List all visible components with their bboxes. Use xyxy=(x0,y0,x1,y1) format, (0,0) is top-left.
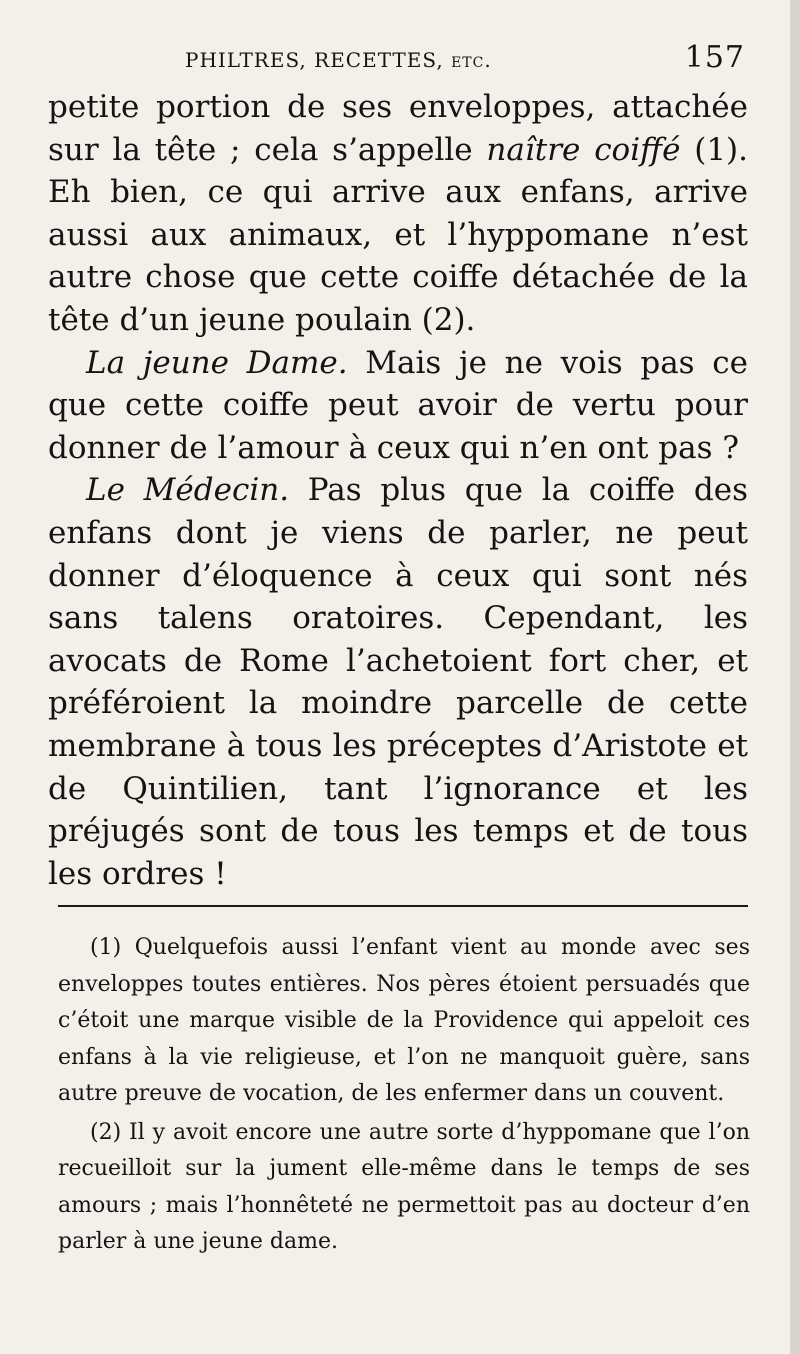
page-header xyxy=(185,40,745,84)
main-text xyxy=(48,86,748,895)
footnote-1: (1) Quelquefois aussi l’enfant vient au monde avec ses enveloppes toutes entières. Nos pères étoient persuadés que c’étoit une marque visible de la Providence qui appeloit ces enfans à la vie religieuse, et l’on ne manquoit guère, sans autre preuve de vocation, de les enfermer dans un couvent. xyxy=(58,935,750,1106)
footnote-2: (2) Il y avoit encore une autre sorte d’hyppomane que l’on recueilloit sur la jument elle-même dans le temps de ses amours ; mais l’honnêteté ne permettoit pas au docteur d’en parler à une jeune dame. xyxy=(58,1119,750,1254)
footnotes xyxy=(58,930,750,1261)
paragraph-1-emphasis: naître coiffé xyxy=(486,131,681,168)
paragraph-1-text-a: petite portion de ses enveloppes, attachée sur la tête ; cela s’appelle xyxy=(48,89,748,168)
running-title: PHILTRES, RECETTES, etc. xyxy=(185,48,492,72)
paragraph-1 xyxy=(48,86,748,342)
paragraph-1-text-b: (1). Eh bien, ce qui arrive aux enfans, arrive aussi aux animaux, et l’hyppomane n’est autre chose que cette coiffe détachée de la tête d’un jeune poulain (2). xyxy=(48,131,749,338)
paragraph-2 xyxy=(48,342,748,470)
page-number: 157 xyxy=(684,40,745,75)
speaker-young-lady: La jeune Dame. xyxy=(86,344,348,381)
paragraph-3-text: Pas plus que la coiffe des enfans dont je viens de parler, ne peut donner d’éloquence à ceux qui sont nés sans talens oratoires. Cependant, les avocats de Rome l’achetoient fort cher, et préféroient la moindre parcelle de cette membrane à tous les préceptes d’Aristote et de Quintilien, tant l’ignorance et les préjugés sont de tous les temps et de tous les ordres ! xyxy=(48,472,748,892)
paragraph-3 xyxy=(48,469,748,895)
page-edge xyxy=(790,0,800,1354)
speaker-doctor: Le Médecin. xyxy=(86,472,290,509)
paragraph-2-text: Mais je ne vois pas ce que cette coiffe peut avoir de vertu pour donner de l’amour à ceux qui n’en ont pas ? xyxy=(48,344,748,466)
footnote-divider xyxy=(58,905,748,907)
